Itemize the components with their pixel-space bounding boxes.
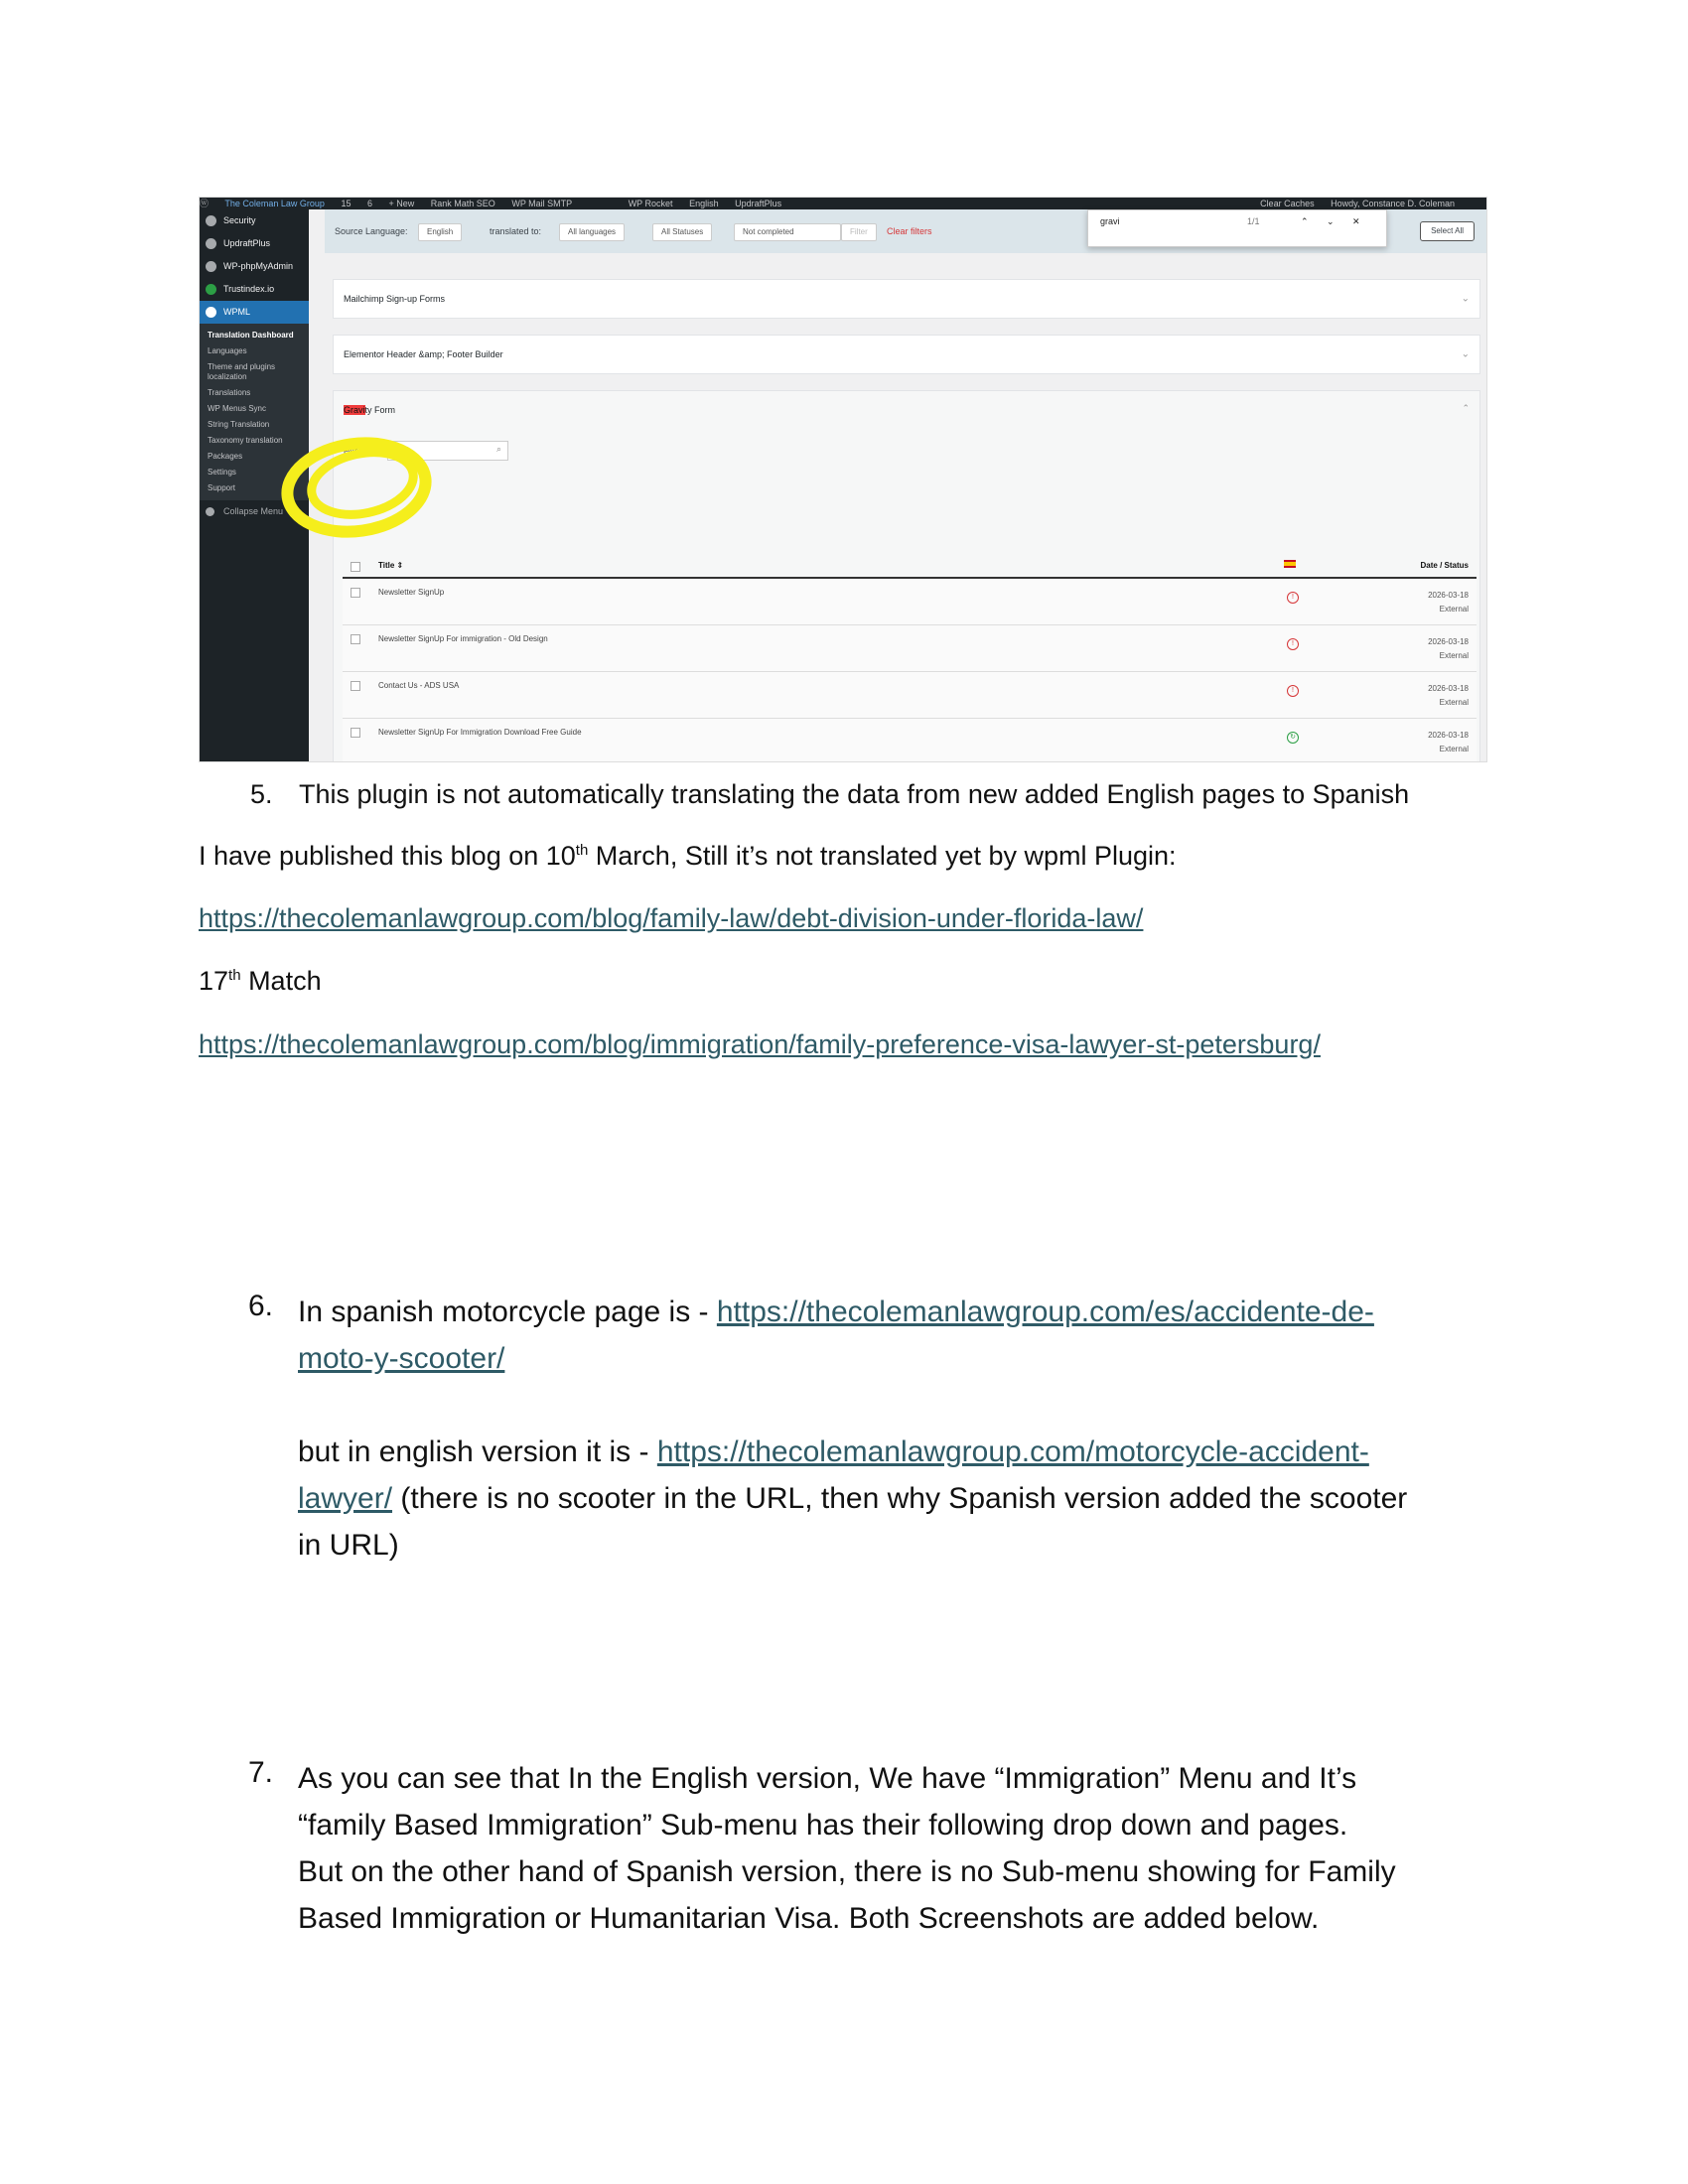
embedded-screenshot — [199, 197, 1487, 762]
submenu-packages[interactable]: Packages — [208, 452, 243, 461]
sidebar-item-security[interactable]: Security — [200, 209, 309, 232]
find-count: 1/1 — [1247, 216, 1260, 226]
find-in-page-bar — [1087, 209, 1387, 247]
translation-dashboard — [325, 209, 1486, 761]
submenu-languages[interactable]: Languages — [208, 346, 247, 355]
submenu-translations[interactable]: Translations — [208, 388, 251, 397]
shield-icon — [206, 215, 216, 226]
row-title[interactable]: Contact Us - ADS USA — [378, 681, 460, 690]
english-url-link[interactable]: https://thecolemanlawgroup.com/motorcycle-accident- — [656, 1435, 1369, 1468]
submenu-support[interactable]: Support — [208, 483, 236, 492]
blog-link-1[interactable]: https://thecolemanlawgroup.com/blog/family-law/debt-division-under-florida-law/ — [199, 903, 1144, 933]
row-checkbox[interactable] — [351, 634, 360, 644]
sidebar-item-wpml[interactable]: WPML — [200, 301, 309, 324]
english-url-link-cont[interactable]: lawyer/ — [298, 1482, 393, 1515]
title-filter-input[interactable]: Title ⌕ — [387, 441, 508, 461]
wpml-icon — [206, 307, 216, 318]
completion-select[interactable]: Not completed — [734, 223, 841, 241]
warning-icon[interactable]: ! — [1287, 685, 1299, 697]
submenu-menus-sync[interactable]: WP Menus Sync — [208, 404, 266, 413]
spanish-flag-icon — [1284, 560, 1296, 568]
table-row — [343, 719, 1477, 762]
submenu-theme-plugins[interactable]: Theme and plugins localization — [208, 362, 276, 381]
database-icon — [206, 261, 216, 272]
howdy-user[interactable]: Howdy, Constance D. Coleman — [1331, 199, 1455, 208]
item-7-block: As you can see that In the English version, We have “Immigration” Menu and It’s “family Based Immigration” Sub-menu has their following drop down and pages. But on the other hand of Spanish version, there is no Sub-menu showing for Family Based Immigration or Humanitarian Visa. Both Screenshots are added below. — [298, 1762, 1396, 1935]
sidebar-item-phpmyadmin[interactable]: WP-phpMyAdmin — [200, 255, 309, 278]
chevron-up-icon[interactable]: ⌃ — [1462, 403, 1470, 413]
row-title[interactable]: Newsletter SignUp — [378, 588, 445, 597]
filter-button[interactable]: Filter — [841, 223, 877, 241]
item-5-text: This plugin is not automatically translating the data from new added English pages to Spanish — [299, 779, 1410, 809]
table-row — [343, 579, 1477, 625]
updraft-icon — [206, 238, 216, 249]
item-5-number: 5. — [250, 779, 273, 809]
row-title[interactable]: Newsletter SignUp For Immigration Download Free Guide — [378, 728, 582, 737]
chevron-down-icon: ⌄ — [1461, 348, 1470, 360]
wp-admin-bar — [200, 198, 1486, 209]
close-icon[interactable]: ✕ — [1352, 216, 1360, 226]
forms-table — [343, 553, 1477, 762]
row-date-status: 2026-03-18 External — [1428, 684, 1469, 707]
filter-by-label: Filter by: — [344, 447, 374, 456]
highlight-circle — [275, 432, 436, 543]
published-line: I have published this blog on 10th March, Still it’s not translated yet by wpml Plugin: — [199, 841, 1177, 871]
row-checkbox[interactable] — [351, 681, 360, 691]
row-title[interactable]: Newsletter SignUp For immigration - Old Design — [378, 634, 548, 643]
select-all-button[interactable]: Select All — [1420, 221, 1475, 241]
sync-icon[interactable]: ↻ — [1287, 732, 1299, 744]
spanish-url-link-cont[interactable]: moto-y-scooter/ — [298, 1342, 505, 1375]
find-input[interactable]: gravi — [1100, 216, 1120, 226]
col-title[interactable]: Title ⇕ — [378, 561, 404, 570]
comments-count[interactable]: 6 — [366, 199, 372, 208]
row-checkbox[interactable] — [351, 588, 360, 598]
updates-count[interactable]: 15 — [341, 199, 352, 208]
chevron-down-icon[interactable]: ⌄ — [1327, 216, 1335, 226]
select-all-checkbox[interactable] — [351, 562, 360, 572]
collapse-menu-button[interactable]: Collapse Menu — [200, 506, 309, 516]
submenu-settings[interactable]: Settings — [208, 468, 236, 477]
panel-mailchimp[interactable]: Mailchimp Sign-up Forms ⌄ — [333, 279, 1480, 319]
table-row — [343, 672, 1477, 719]
row-date-status: 2026-03-18 External — [1428, 731, 1469, 753]
site-name-link[interactable]: The Coleman Law Group — [224, 199, 325, 208]
row-date-status: 2026-03-18 External — [1428, 591, 1469, 614]
chevron-up-icon[interactable]: ⌃ — [1301, 216, 1309, 226]
adminbar-wpmail[interactable]: WP Mail SMTP — [511, 199, 573, 208]
item-6-number: 6. — [248, 1290, 274, 1322]
sidebar-item-trustindex[interactable]: Trustindex.io — [200, 278, 309, 301]
chevron-down-icon: ⌄ — [1461, 293, 1470, 305]
new-link[interactable]: + New — [388, 199, 415, 208]
source-language-label: Source Language: — [335, 226, 408, 236]
adminbar-right — [1260, 198, 1469, 209]
source-language-select[interactable]: English — [418, 223, 462, 241]
row-date-status: 2026-03-18 External — [1428, 637, 1469, 660]
gravity-form-title[interactable]: Gravity Form — [344, 405, 396, 415]
warning-icon[interactable]: ! — [1287, 638, 1299, 650]
item-7-number: 7. — [248, 1756, 274, 1789]
spanish-url-link[interactable]: https://thecolemanlawgroup.com/es/accidente-de- — [716, 1296, 1374, 1328]
row-checkbox[interactable] — [351, 728, 360, 738]
adminbar-wprocket[interactable]: WP Rocket — [628, 199, 673, 208]
item-6-block: In spanish motorcycle page is - https://thecolemanlawgroup.com/es/accidente-de- moto-y-scooter/ but in english version it is - https://thecolemanlawgroup.com/motorcycle-accident- lawyer/ (there is no scooter in the URL, then why Spanish version added the scooter in URL) — [298, 1296, 1408, 1562]
translated-to-label: translated to: — [490, 226, 542, 236]
submenu-taxonomy[interactable]: Taxonomy translation — [208, 436, 283, 445]
translated-to-select[interactable]: All languages — [559, 223, 625, 241]
trustindex-icon — [206, 284, 216, 295]
match-line: 17th Match — [199, 966, 322, 996]
col-date-status: Date / Status — [1420, 561, 1469, 570]
adminbar-english[interactable]: English — [689, 199, 719, 208]
submenu-string-translation[interactable]: String Translation — [208, 420, 270, 429]
table-header — [343, 553, 1477, 579]
sidebar-item-updraftplus[interactable]: UpdraftPlus — [200, 232, 309, 255]
panel-elementor[interactable]: Elementor Header &amp; Footer Builder ⌄ — [333, 335, 1480, 374]
clear-filters-link[interactable]: Clear filters — [887, 226, 932, 236]
blog-link-2[interactable]: https://thecolemanlawgroup.com/blog/immigration/family-preference-visa-lawyer-st-petersburg/ — [199, 1029, 1321, 1059]
wordpress-icon[interactable]: ⓦ — [200, 199, 210, 208]
table-row — [343, 625, 1477, 672]
adminbar-rankmath[interactable]: Rank Math SEO — [430, 199, 495, 208]
clear-caches-link[interactable]: Clear Caches — [1260, 199, 1315, 208]
adminbar-updraft[interactable]: UpdraftPlus — [735, 199, 782, 208]
warning-icon[interactable]: ! — [1287, 592, 1299, 604]
submenu-translation-dashboard[interactable]: Translation Dashboard — [208, 331, 294, 340]
search-icon: ⌕ — [495, 444, 501, 454]
status-select[interactable]: All Statuses — [652, 223, 712, 241]
